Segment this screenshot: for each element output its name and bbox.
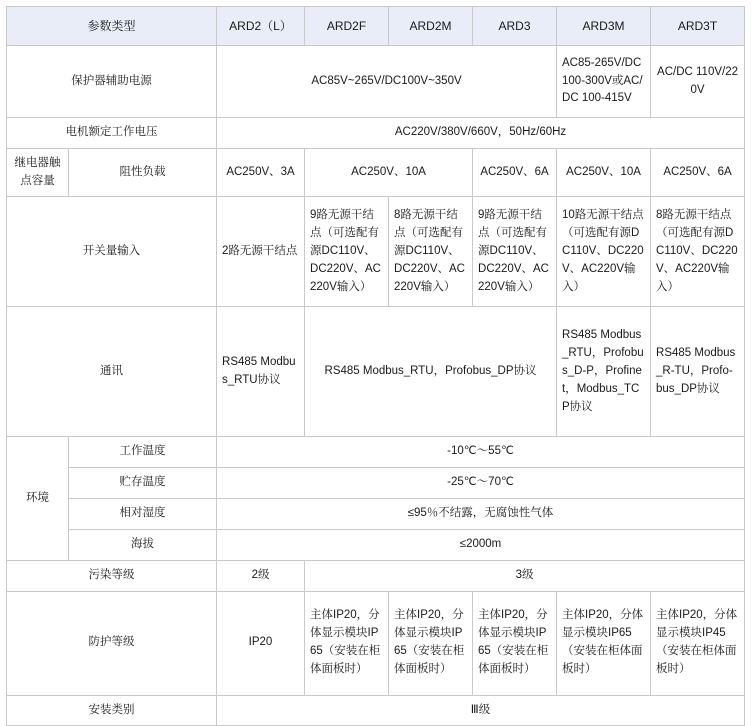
header-col-ard3t: ARD3T: [651, 7, 745, 46]
row-sublabel-storage-temperature: 贮存温度: [69, 468, 217, 499]
cell-storage-temperature: -25℃～70℃: [217, 468, 745, 499]
table-row-pollution-level: [7, 560, 745, 591]
cell-working-temperature: -10℃～55℃: [217, 437, 745, 468]
row-sublabel-relative-humidity: 相对湿度: [69, 499, 217, 530]
cell-relay-ard2l: AC250V、3A: [217, 148, 305, 197]
table-row-working-temperature: [7, 437, 745, 468]
table-row-aux-power: [7, 46, 745, 118]
cell-comm-ard3m: RS485 Modbus_RTU，Profobus_D-P，Profinet，Modbus_TCP协议: [557, 307, 651, 437]
header-col-ard3m: ARD3M: [557, 7, 651, 46]
cell-switch-ard3t: 8路无源干结点（可选配有源DC110V、DC220V、AC220V输入）: [651, 197, 745, 307]
row-label-communication: 通讯: [7, 307, 217, 437]
row-label-switch-input: 开关量输入: [7, 197, 217, 307]
row-label-environment: 环境: [7, 437, 69, 560]
table-row-relative-humidity: [7, 499, 745, 530]
table-row-motor-voltage: [7, 118, 745, 149]
cell-altitude: ≤2000m: [217, 529, 745, 560]
cell-relay-ard2f-ard2m: AC250V、10A: [305, 148, 473, 197]
cell-protection-ard3m: 主体IP20，分体显示模块IP65（安装在柜体面板时）: [557, 591, 651, 695]
cell-switch-ard2l: 2路无源干结点: [217, 197, 305, 307]
cell-switch-ard2m: 8路无源干结点（可选配有源DC110V、DC220V、AC220V输入）: [389, 197, 473, 307]
cell-pollution-rest: 3级: [305, 560, 745, 591]
row-label-aux-power: 保护器辅助电源: [7, 46, 217, 118]
cell-motor-voltage: AC220V/380V/660V，50Hz/60Hz: [217, 118, 745, 149]
row-label-protection-level: 防护等级: [7, 591, 217, 695]
cell-pollution-ard2l: 2级: [217, 560, 305, 591]
table-row-altitude: [7, 529, 745, 560]
header-col-ard2f: ARD2F: [305, 7, 389, 46]
row-sublabel-working-temperature: 工作温度: [69, 437, 217, 468]
table-row-protection-level: [7, 591, 745, 695]
cell-comm-ard2l: RS485 Modbus_RTU协议: [217, 307, 305, 437]
header-param-type: 参数类型: [7, 7, 217, 46]
cell-relay-ard3: AC250V、6A: [473, 148, 557, 197]
cell-aux-power-ard3m: AC85-265V/DC100-300V或AC/DC 100-415V: [557, 46, 651, 118]
table-row-communication: [7, 307, 745, 437]
header-col-ard3: ARD3: [473, 7, 557, 46]
header-col-ard2l: ARD2（L）: [217, 7, 305, 46]
cell-relative-humidity: ≤95％不结露，无腐蚀性气体: [217, 499, 745, 530]
cell-comm-merged: RS485 Modbus_RTU，Profobus_DP协议: [305, 307, 557, 437]
row-label-install-category: 安装类别: [7, 695, 217, 726]
specifications-table: [6, 6, 745, 726]
cell-protection-ard3t: 主体IP20，分体显示模块IP45（安装在柜体面板时）: [651, 591, 745, 695]
table-row-relay-capacity: [7, 148, 745, 197]
row-label-relay-capacity: 继电器触点容量: [7, 148, 69, 197]
row-sublabel-resistive-load: 阻性负载: [69, 148, 217, 197]
header-col-ard2m: ARD2M: [389, 7, 473, 46]
cell-switch-ard2f: 9路无源干结点（可选配有源DC110V、DC220V、AC220V输入）: [305, 197, 389, 307]
cell-protection-ard2l: IP20: [217, 591, 305, 695]
cell-comm-ard3t: RS485 Modbus_R-TU，Profo-bus_DP协议: [651, 307, 745, 437]
cell-switch-ard3m: 10路无源干结点（可选配有源DC110V、DC220V、AC220V输入）: [557, 197, 651, 307]
cell-relay-ard3m: AC250V、10A: [557, 148, 651, 197]
cell-switch-ard3: 9路无源干结点（可选配有源DC110V、DC220V、AC220V输入）: [473, 197, 557, 307]
table-header-row: [7, 7, 745, 46]
table-row-switch-input: [7, 197, 745, 307]
cell-aux-power-merged: AC85V~265V/DC100V~350V: [217, 46, 557, 118]
row-label-motor-voltage: 电机额定工作电压: [7, 118, 217, 149]
cell-aux-power-ard3t: AC/DC 110V/220V: [651, 46, 745, 118]
cell-protection-ard3: 主体IP20，分体显示模块IP65（安装在柜体面板时）: [473, 591, 557, 695]
row-sublabel-altitude: 海拔: [69, 529, 217, 560]
table-row-storage-temperature: [7, 468, 745, 499]
cell-install-category: Ⅲ级: [217, 695, 745, 726]
row-label-pollution-level: 污染等级: [7, 560, 217, 591]
cell-relay-ard3t: AC250V、6A: [651, 148, 745, 197]
cell-protection-ard2m: 主体IP20，分体显示模块IP65（安装在柜体面板时）: [389, 591, 473, 695]
table-row-install-category: [7, 695, 745, 726]
cell-protection-ard2f: 主体IP20，分体显示模块IP65（安装在柜体面板时）: [305, 591, 389, 695]
